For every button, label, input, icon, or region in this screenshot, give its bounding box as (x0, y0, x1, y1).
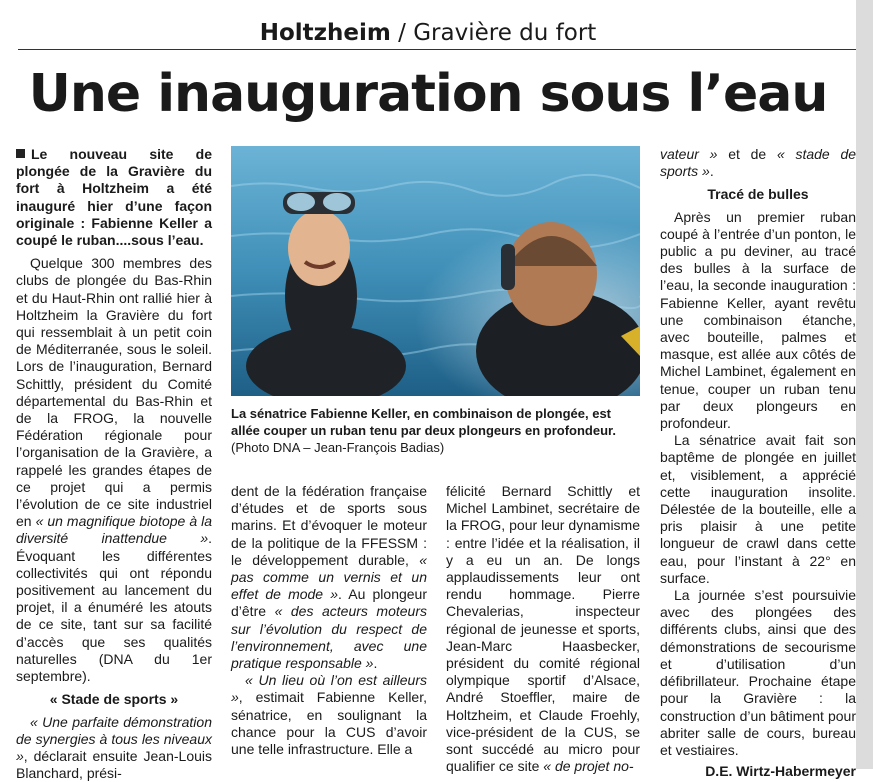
col1-paragraph-2: « Une parfaite démonstration de synergies à tous les niveaux », déclarait ensuite Jean-Louis Blanchard, prési- (16, 714, 212, 782)
col1-paragraph-1: Quelque 300 membres des clubs de plongée du Bas-Rhin et du Haut-Rhin ont rallié hier à Holtzheim la Gravière du fort qui ressemblait à un petit coin de Méditerranée, sous le soleil. Lors de l’inauguration, Bernard Schittly, président du Comité départemental du Bas-Rhin et de la FROG, la nouvelle Fédération régionale pour l’organisation de la Gravière, a rappelé les grandes étapes de ce projet qui a permis l’évolution de ce site industriel en « un magnifique biotope à la diversité inattendue ». Évoquant les différentes collectivités qui ont répondu positivement au lancement du projet, il a énuméré les atouts de ce site, tant sur sa facilité d’accès que ses qualités naturelles (DNA du 1er septembre). (16, 255, 212, 685)
photo-divers-image (231, 146, 640, 396)
article-title: Une inauguration sous l’eau (0, 58, 856, 130)
column-2 (231, 483, 427, 758)
column-4 (660, 146, 856, 780)
bullet-square-icon (16, 149, 25, 158)
lead-paragraph (16, 146, 212, 249)
photo-caption (231, 405, 640, 456)
section-header (0, 18, 856, 48)
col4-paragraph-3: La journée s’est poursuivie avec des plongées des différents clubs, ainsi que des démonstrations de secourisme et d’utilisation d’un défibrillateur. Prochaine étape pour la Gravière : la construction d’un bâtiment pour abriter salle de cours, bureau et vestiaires. (660, 587, 856, 759)
col4-paragraph-2: La sénatrice avait fait son baptême de plongée en juillet et, visiblement, a apprécié cette inauguration insolite. Délestée de la bouteille, elle a pris plaisir à une petite longueur de crawl dans cette eau, pour l’instant à 22° en surface. (660, 432, 856, 587)
col2-paragraph-2: « Un lieu où l’on est ailleurs », estimait Fabienne Keller, sénatrice, en soulignant la chance pour la CUS d’avoir une telle infrastructure. Elle a (231, 672, 427, 758)
col4-paragraph-1: Après un premier ruban coupé à l’entrée d’un ponton, le public a pu deviner, au tracé des bulles à la surface de l’eau, la seconde inauguration : Fabienne Keller, ayant revêtu une combinaison étanche, avec bouteille, palmes et masque, est allée aux côtés de Michel Lambinet, également en tenue, couper un ruban tenu par deux plongeurs en profondeur. (660, 209, 856, 433)
subhead-stade-de-sports: « Stade de sports » (16, 691, 212, 708)
caption-text: La sénatrice Fabienne Keller, en combinaison de plongée, est allée couper un ruban tenu par deux plongeurs en profondeur. (231, 406, 616, 438)
article-photo (231, 146, 640, 396)
photo-credit: (Photo DNA – Jean-François Badias) (231, 440, 444, 455)
subhead-trace-de-bulles: Tracé de bulles (660, 186, 856, 203)
author-signature: D.E. Wirtz-Habermeyer (660, 763, 856, 780)
header-place: Holtzheim (260, 20, 391, 46)
column-3 (446, 483, 640, 775)
page-edge-strip (856, 0, 873, 769)
header-subtitle: Gravière du fort (413, 20, 596, 46)
column-1 (16, 146, 212, 782)
col2-paragraph-1: dent de la fédération française d’études et de sports sous marins. Et d’évoquer le moteur de la politique de la FFESSM : le développement durable, « pas comme un vernis et un effet de mode ». Au plongeur d’être « des acteurs moteurs sur l’évolution du respect de l’environnement, avec une pratique responsable ». (231, 483, 427, 672)
col3-paragraph-1: félicité Bernard Schittly et Michel Lambinet, secrétaire de la FROG, pour leur dynamisme : entre l’idée et la réalisation, il y a eu un an. De longs applaudissements leur ont rendu hommage. Pierre Chevalerias, inspecteur régional de jeunesse et sports, Jean-Marc Haasbecker, président du comité régional olympique sportif d’Alsace, André Stoeffler, maire de Holtzheim, et Claude Froehly, vice-président de la CUS, se sont succédé au micro pour qualifier ce site « de projet no- (446, 483, 640, 775)
col4-continuation: vateur » et de « stade de sports ». (660, 146, 856, 180)
header-rule (18, 49, 856, 50)
header-separator: / (398, 20, 406, 46)
lead-text: Le nouveau site de plongée de la Gravière du fort à Holtzheim a été inauguré hier d’une façon originale : Fabienne Keller a coupé le ruban....sous l’eau. (16, 146, 212, 248)
